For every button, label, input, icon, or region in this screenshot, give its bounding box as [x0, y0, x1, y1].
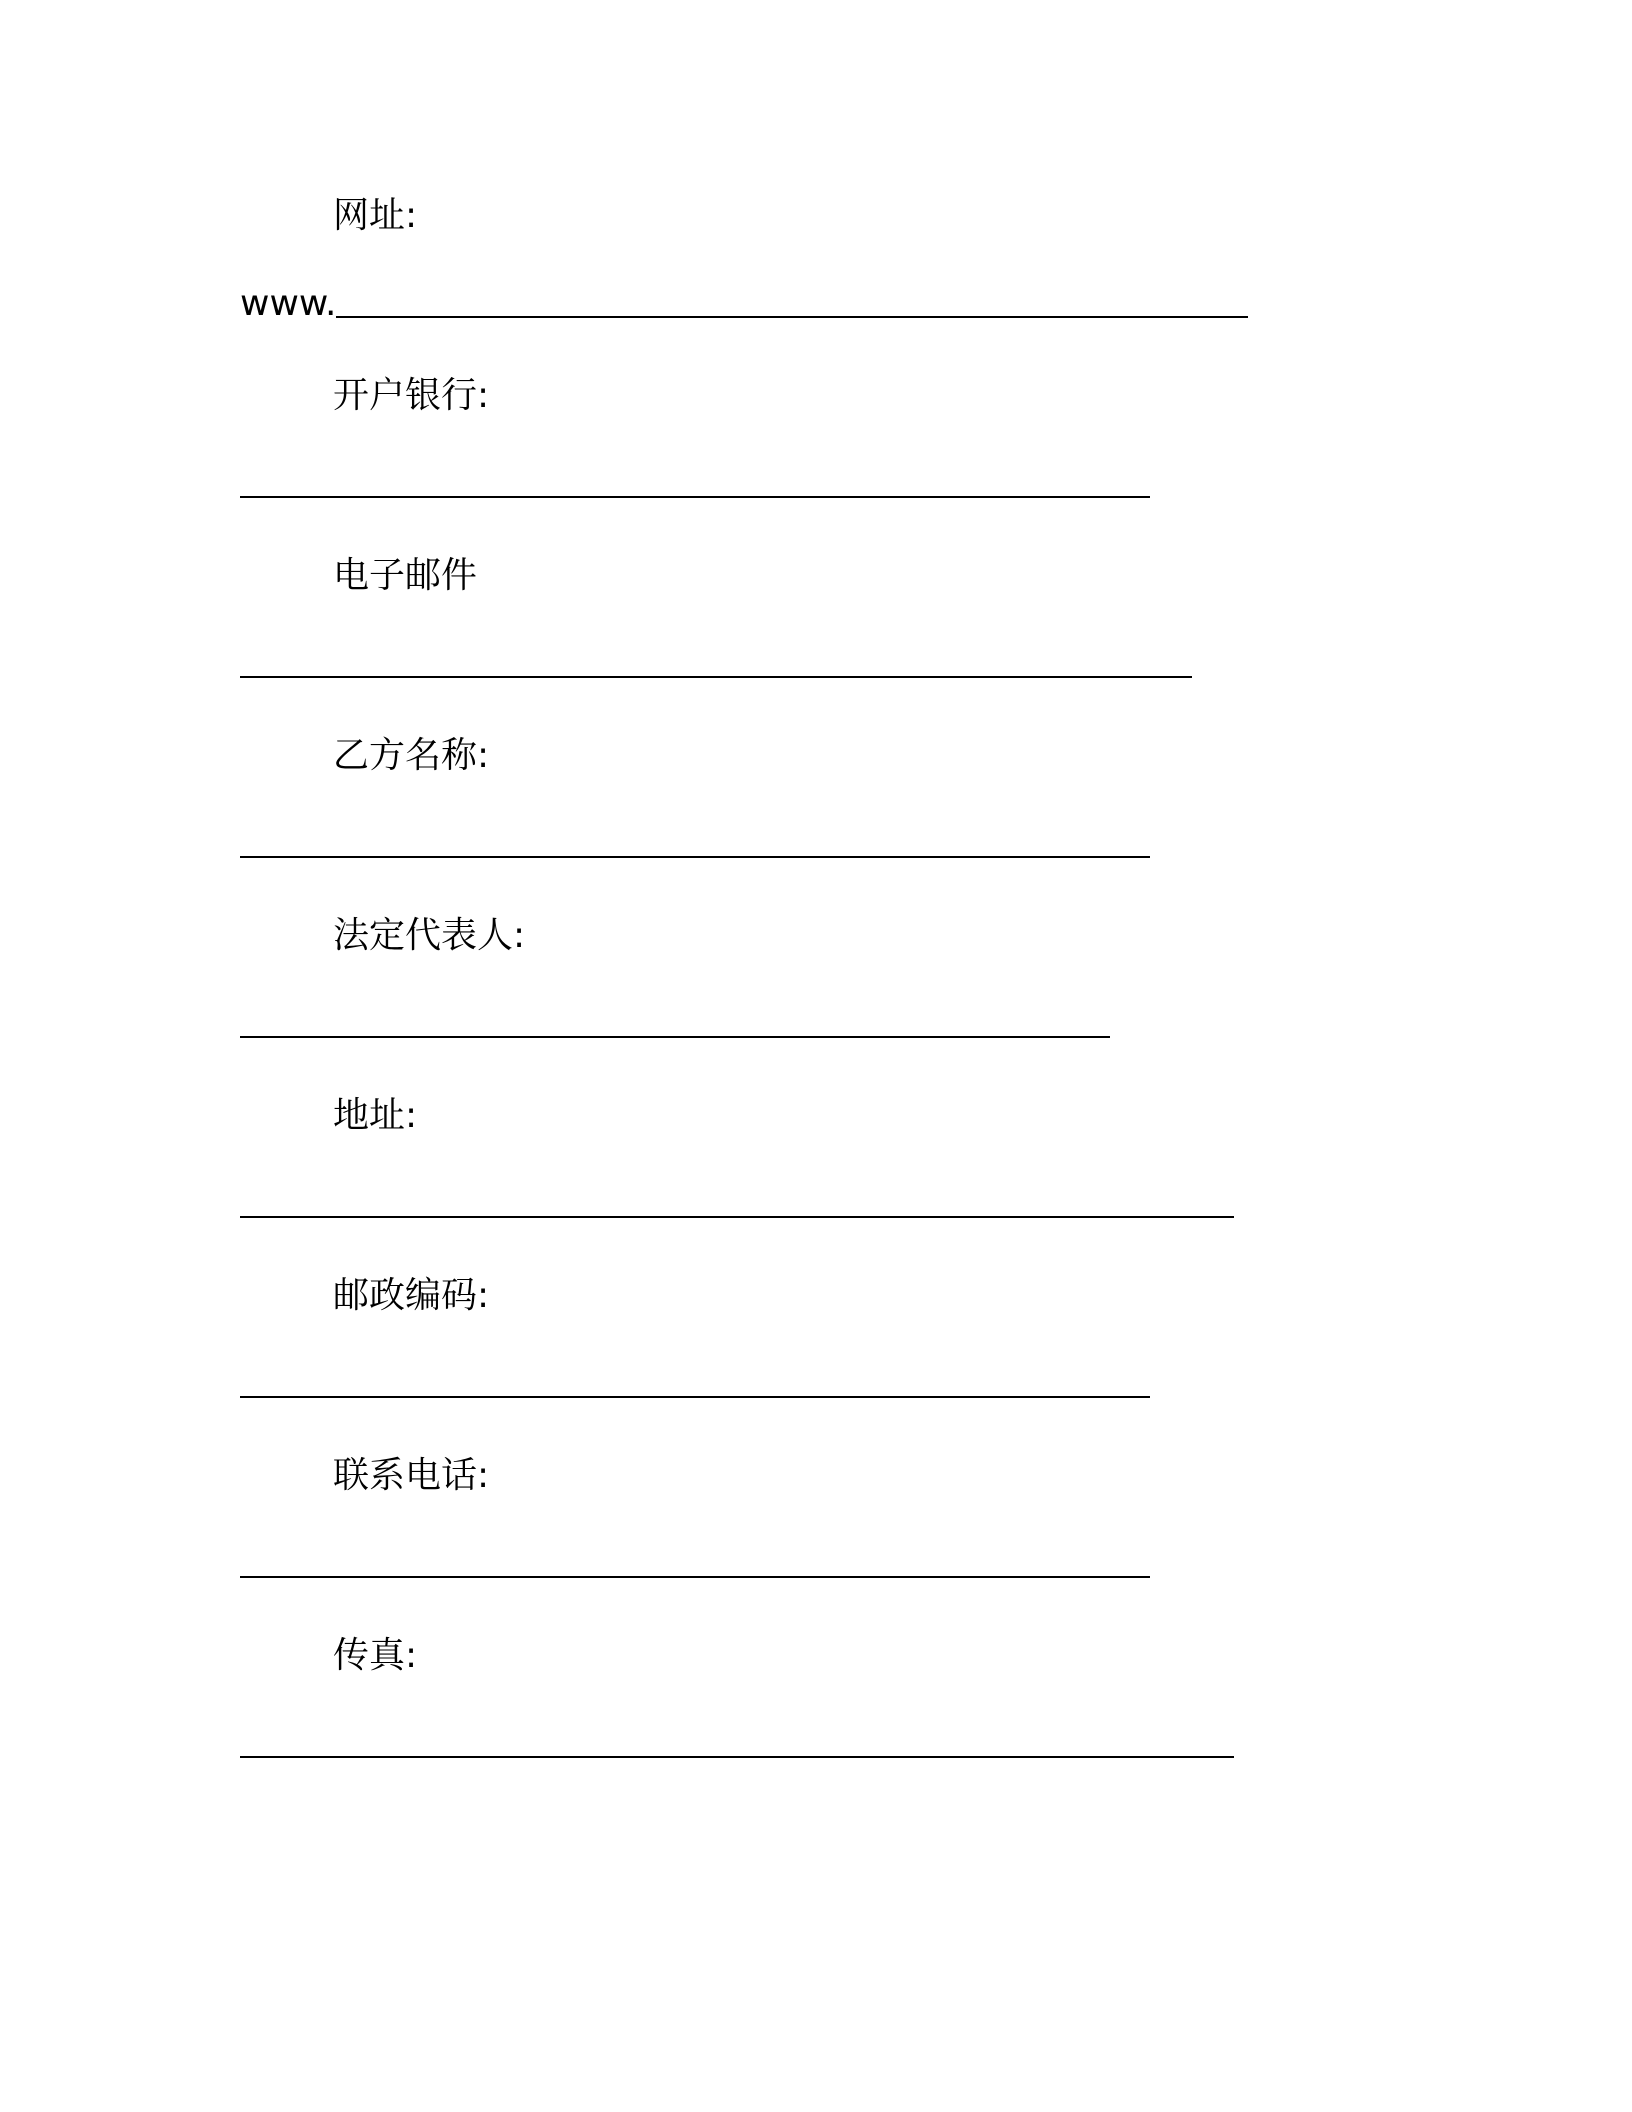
- phone-blank-line: [240, 1576, 1150, 1578]
- website-prefix: www.: [240, 283, 337, 324]
- phone-field[interactable]: [240, 1536, 1150, 1584]
- website-label: 网址:: [333, 195, 418, 236]
- address-label: 地址:: [333, 1095, 418, 1136]
- email-field[interactable]: [240, 636, 1192, 684]
- party-b-name-label: 乙方名称:: [333, 735, 490, 776]
- address-field[interactable]: [240, 1176, 1234, 1224]
- legal-rep-label: 法定代表人:: [333, 915, 526, 956]
- postal-code-blank-line: [240, 1396, 1150, 1398]
- party-b-name-blank-line: [240, 856, 1150, 858]
- fax-blank-line: [240, 1756, 1234, 1758]
- bank-label: 开户银行:: [333, 375, 490, 416]
- email-blank-line: [240, 676, 1192, 678]
- fax-field[interactable]: [240, 1716, 1234, 1764]
- fax-label: 传真:: [333, 1635, 418, 1676]
- legal-rep-blank-line: [240, 1036, 1110, 1038]
- bank-blank-line: [240, 496, 1150, 498]
- website-blank-line: [336, 316, 1248, 318]
- website-field[interactable]: [240, 276, 1248, 324]
- bank-field[interactable]: [240, 456, 1150, 504]
- address-blank-line: [240, 1216, 1234, 1218]
- party-b-name-field[interactable]: [240, 816, 1150, 864]
- postal-code-label: 邮政编码:: [333, 1275, 490, 1316]
- phone-label: 联系电话:: [333, 1455, 490, 1496]
- legal-rep-field[interactable]: [240, 996, 1110, 1044]
- email-label: 电子邮件: [333, 555, 478, 596]
- postal-code-field[interactable]: [240, 1356, 1150, 1404]
